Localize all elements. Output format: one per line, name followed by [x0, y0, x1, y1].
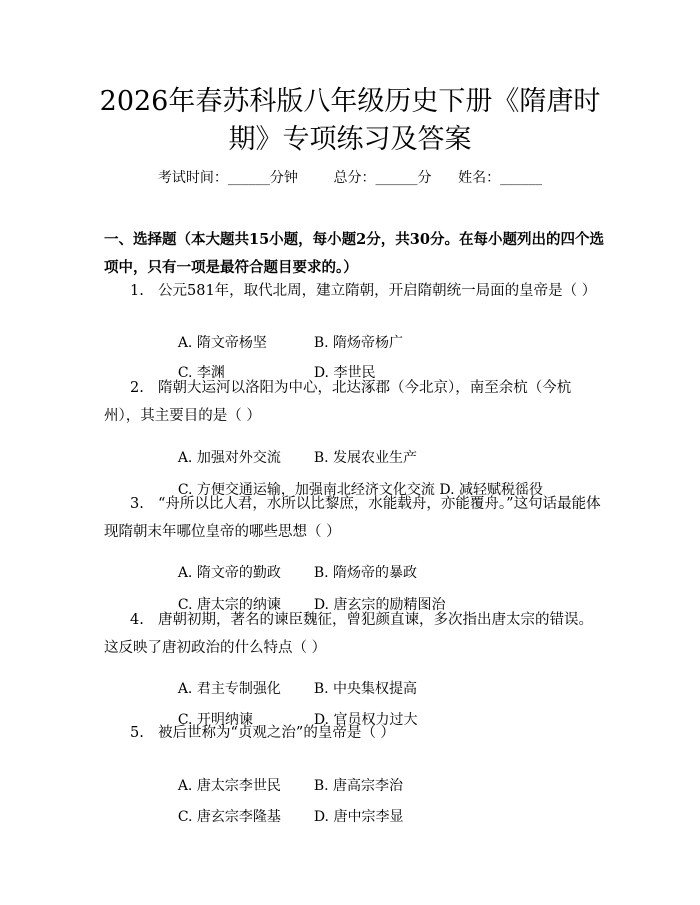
option-d: D. 李世民 — [313, 365, 376, 381]
document-title-line-2: 期》专项练习及答案 — [228, 124, 472, 155]
option-b: B. 隋炀帝杨广 — [313, 335, 404, 351]
question-number: 4. — [130, 612, 144, 628]
option-d: D. 减轻赋税徭役 — [439, 482, 544, 498]
section-heading: 一、选择题（本大题共15小题，每小题2分，共30分。在每小题列出的四个选项中，只有一项是最符合题目要求的。） — [104, 231, 604, 276]
option-c: C. 李渊 — [177, 365, 225, 381]
question-text: “舟所以比人君，水所以比黎庶，水能载舟，亦能覆舟。”这句话最能体现隋朝末年哪位皇帝的哪些思想（ ） — [104, 496, 601, 540]
option-b: B. 发展农业生产 — [313, 450, 418, 466]
question-text: 隋朝大运河以洛阳为中心，北达涿郡（今北京），南至余杭（今杭州），其主要目的是（ ） — [104, 380, 572, 424]
question-2 — [104, 374, 604, 430]
option-c: C. 方便交通运输，加强南北经济文化交流 — [177, 482, 435, 498]
option-c: C. 唐玄宗李隆基 — [177, 809, 281, 825]
question-number: 3. — [130, 496, 144, 512]
question-5 — [104, 719, 604, 747]
option-a: A. 加强对外交流 — [177, 450, 281, 466]
option-a: A. 君主专制强化 — [177, 681, 281, 697]
question-text: 唐朝初期，著名的谏臣魏征，曾犯颜直谏，多次指出唐太宗的错误。这反映了唐初政治的什么特点（ ） — [104, 612, 593, 656]
student-name: 姓名：______ — [458, 170, 543, 186]
exam-info — [0, 168, 700, 188]
exam-time: 考试时间：______分钟 — [157, 170, 298, 186]
option-d: D. 官员权力过大 — [313, 712, 418, 728]
question-text: 被后世称为“贞观之治”的皇帝是（ ） — [158, 725, 395, 741]
option-b: B. 唐高宗李治 — [313, 778, 404, 794]
question-4 — [104, 606, 604, 662]
option-c: C. 开明纳谏 — [177, 712, 253, 728]
option-b: B. 中央集权提高 — [313, 681, 418, 697]
option-b: B. 隋炀帝的暴政 — [313, 565, 418, 581]
question-1 — [104, 277, 604, 305]
exam-score: 总分：______分 — [333, 170, 432, 186]
option-a: A. 隋文帝的勤政 — [177, 565, 281, 581]
option-a: A. 唐太宗李世民 — [177, 778, 281, 794]
question-5-options-row-2 — [160, 787, 403, 847]
option-a: A. 隋文帝杨坚 — [177, 335, 267, 351]
question-number: 1. — [130, 283, 144, 299]
question-text: 公元581年，取代北周，建立隋朝，开启隋朝统一局面的皇帝是（ ） — [158, 283, 597, 299]
option-d: D. 唐玄宗的励精图治 — [313, 597, 446, 613]
document-title-line-1: 2026年春苏科版八年级历史下册《隋唐时 — [99, 86, 601, 117]
question-3 — [104, 490, 604, 546]
question-number: 2. — [130, 380, 144, 396]
option-c: C. 唐太宗的纳谏 — [177, 597, 281, 613]
question-number: 5. — [130, 725, 144, 741]
option-d: D. 唐中宗李显 — [313, 809, 404, 825]
